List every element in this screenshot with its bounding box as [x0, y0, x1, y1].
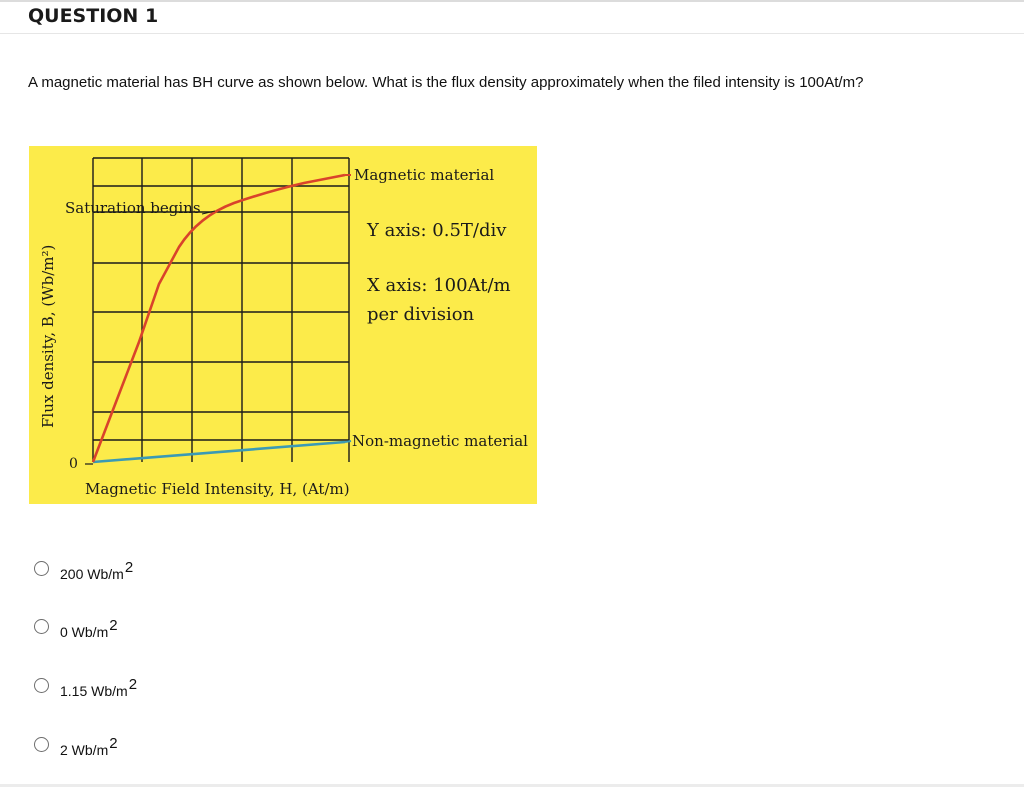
option-label: 0 $Wb/m^2$: [60, 617, 118, 640]
question-title: QUESTION 1: [28, 5, 159, 27]
option-label: 1.15 $Wb/m^2$: [60, 676, 138, 699]
saturation-label: Saturation begins: [65, 199, 201, 217]
option-label: 2 $Wb/m^2$: [60, 735, 118, 758]
bottom-divider: [0, 784, 1024, 787]
x-axis-note-line2: per division: [367, 304, 475, 325]
radio-button[interactable]: [34, 737, 49, 752]
magnetic-material-label: Magnetic material: [354, 166, 495, 184]
x-axis-note-line1: X axis: 100At/m: [367, 275, 511, 296]
bh-curve-figure: [29, 146, 537, 504]
y-axis-title: Flux density, B, (Wb/m²): [39, 244, 57, 428]
option-label: 200 $Wb/m^2$: [60, 559, 134, 582]
title-divider: [0, 33, 1024, 34]
origin-label: 0: [69, 456, 78, 472]
radio-button[interactable]: [34, 619, 49, 634]
radio-button[interactable]: [34, 561, 49, 576]
y-axis-note: Y axis: 0.5T/div: [367, 220, 507, 241]
nonmagnetic-material-label: Non-magnetic material: [352, 432, 528, 450]
top-divider: [0, 0, 1024, 2]
x-axis-title: Magnetic Field Intensity, H, (At/m): [85, 480, 350, 498]
radio-button[interactable]: [34, 678, 49, 693]
question-text: A magnetic material has BH curve as shown below. What is the flux density approximately when the filed intensity is 100At/m?: [28, 74, 864, 91]
